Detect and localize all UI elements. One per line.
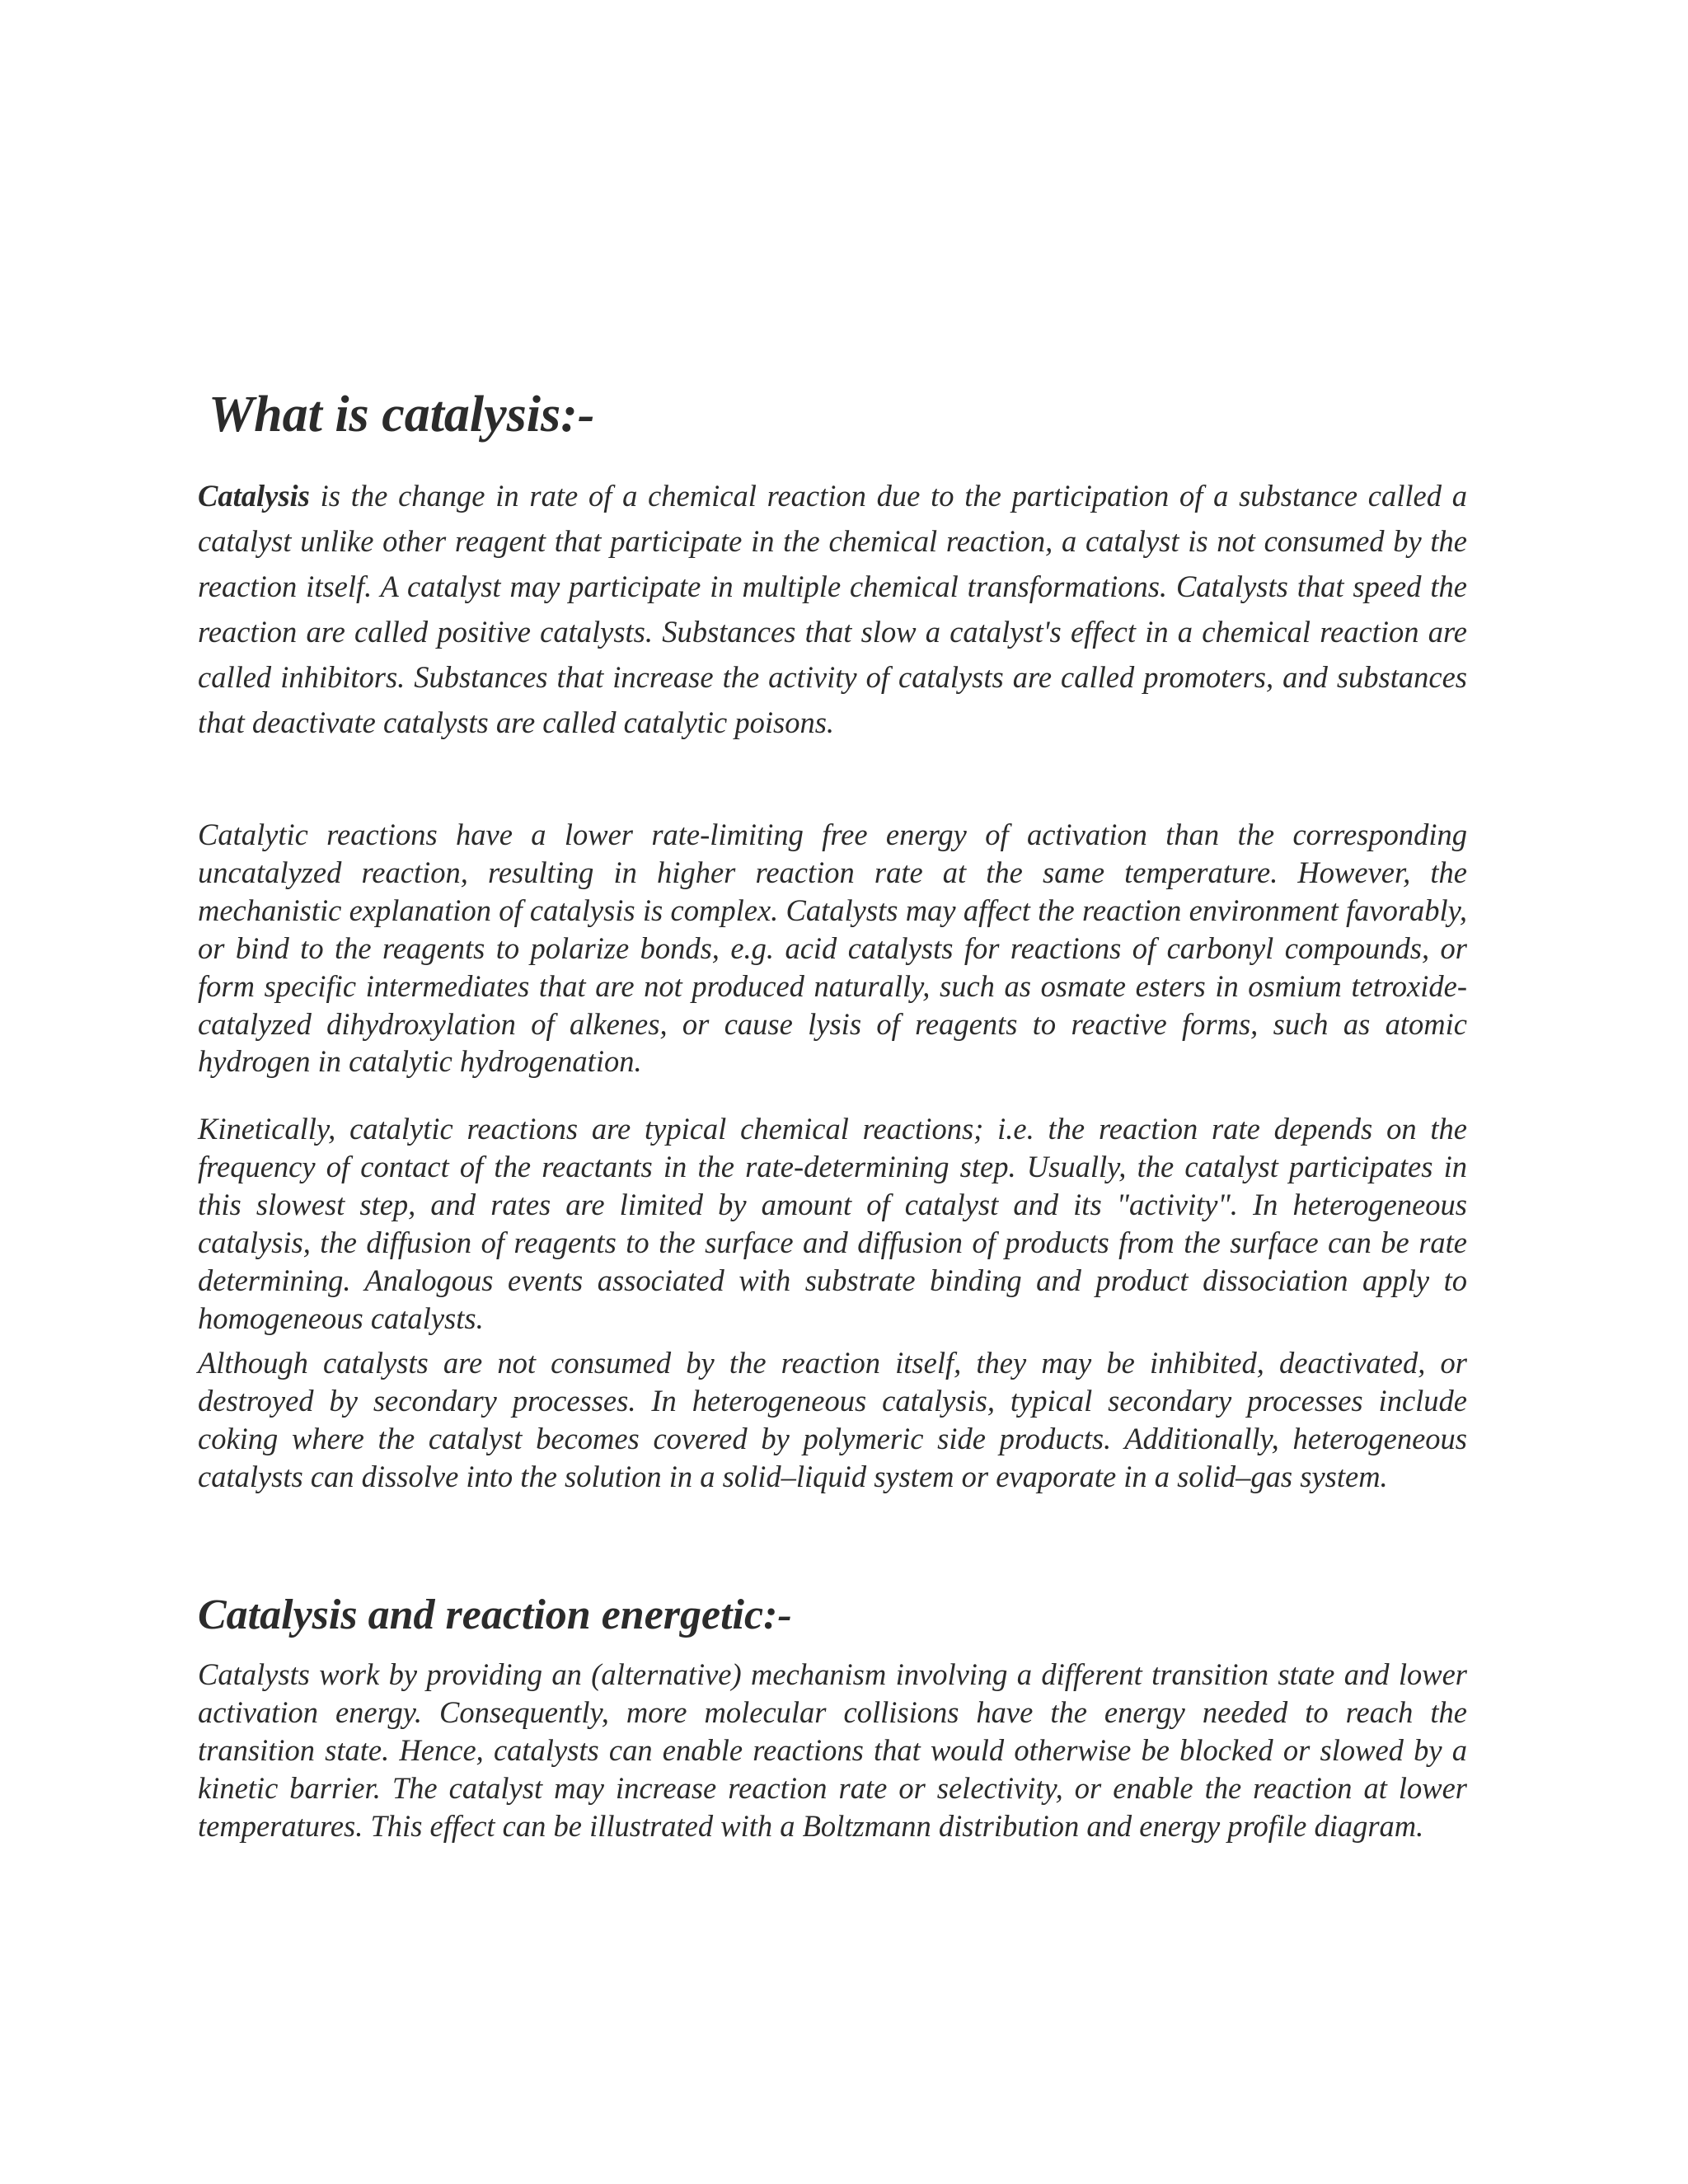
paragraph-catalysis-definition [198,473,1467,745]
paragraph-catalyst-deactivation: Although catalysts are not consumed by the reaction itself, they may be inhibited, deactivated, or destroyed by secondary processes. In heterogeneous catalysis, typical secondary processes include coking where the catalyst becomes covered by polymeric side products. Additionally, heterogeneous catalysts can dissolve into the solution in a solid–liquid system or evaporate in a solid–gas system. [198,1346,1467,1493]
section-heading-what-is-catalysis: What is catalysis:- [209,387,595,443]
lead-term: Catalysis [198,479,310,513]
paragraph-text: is the change in rate of a chemical reaction due to the participation of a substance called a catalyst unlike other reagent that participate in the chemical reaction, a catalyst is not consumed by the reaction itself. A catalyst may participate in multiple chemical transformations. Catalysts that speed the reaction are called positive catalysts. Substances that slow a catalyst's effect in a chemical reaction are called inhibitors. Substances that increase the activity of catalysts are called promoters, and substances that deactivate catalysts are called catalytic poisons. [198,479,1467,739]
paragraph-catalytic-reactions: Catalytic reactions have a lower rate-limiting free energy of activation than the corresponding uncatalyzed reaction, resulting in higher reaction rate at the same temperature. However, the mechanistic explanation of catalysis is complex. Catalysts may affect the reaction environment favorably, or bind to the reagents to polarize bonds, e.g. acid catalysts for reactions of carbonyl compounds, or form specific intermediates that are not produced naturally, such as osmate esters in osmium tetroxide-catalyzed dihydroxylation of alkenes, or cause lysis of reagents to reactive forms, such as atomic hydrogen in catalytic hydrogenation. [198,818,1467,1079]
paragraph-activation-energy: Catalysts work by providing an (alternative) mechanism involving a different transition state and lower activation energy. Consequently, more molecular collisions have the energy needed to reach the transition state. Hence, catalysts can enable reactions that would otherwise be blocked or slowed by a kinetic barrier. The catalyst may increase reaction rate or selectivity, or enable the reaction at lower temperatures. This effect can be illustrated with a Boltzmann distribution and energy profile diagram. [198,1657,1467,1843]
section-heading-reaction-energetics: Catalysis and reaction energetic:- [198,1591,792,1638]
paragraph-kinetics: Kinetically, catalytic reactions are typical chemical reactions; i.e. the reaction rate depends on the frequency of contact of the reactants in the rate-determining step. Usually, the catalyst participates in this slowest step, and rates are limited by amount of catalyst and its "activity". In heterogeneous catalysis, the diffusion of reagents to the surface and diffusion of products from the surface can be rate determining. Analogous events associated with substrate binding and product dissociation apply to homogeneous catalysts. [198,1112,1467,1335]
